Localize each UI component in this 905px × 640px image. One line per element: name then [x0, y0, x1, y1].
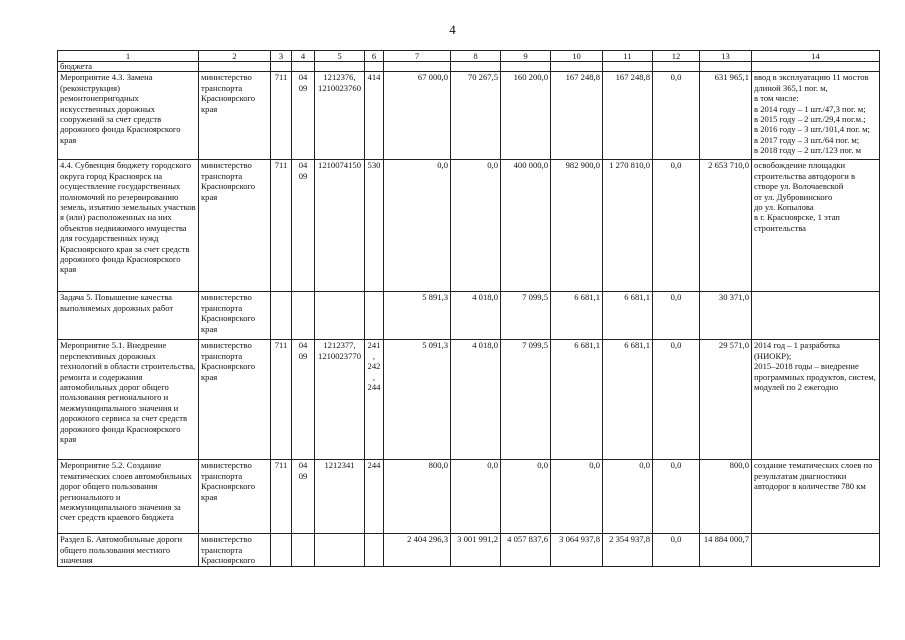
- cell-csr: [315, 292, 365, 340]
- cell-vr: [365, 292, 384, 340]
- cell-year-2016: 0,0: [501, 460, 551, 534]
- column-header: 14: [752, 51, 880, 62]
- cell-year-2017: 0,0: [551, 460, 603, 534]
- cell-csr: 1212377, 1210023770: [315, 340, 365, 460]
- cell-year-2015: 4 018,0: [451, 340, 501, 460]
- cell-year-2019: 0,0: [653, 340, 700, 460]
- cell-name: Мероприятие 4.3. Замена (реконструкция) ремонтонепригодных искусственных дорожных сооружений за счет средств дорожного фонда Красноярского края: [58, 72, 199, 160]
- cell-vr: 241, 242, 244: [365, 340, 384, 460]
- column-header: 2: [199, 51, 271, 62]
- cell-year-2015: 70 267,5: [451, 72, 501, 160]
- cell-year-2014: 800,0: [384, 460, 451, 534]
- cell-result: 2014 год – 1 разработка (НИОКР); 2015–2018 годы – внедрение программных продуктов, систем, модулей по 2 ежегодно: [752, 340, 880, 460]
- cell-grbs: 711: [271, 160, 292, 292]
- cell-name: Мероприятие 5.1. Внедрение перспективных дорожных технологий в области строительства, ремонта и содержания автомобильных дорог общего пользования регионального и межмуниципального значения и дорожного сервиса за счет средств дорожного фонда Красноярского края: [58, 340, 199, 460]
- cell-vr: 244: [365, 460, 384, 534]
- cell-result: [752, 292, 880, 340]
- cell-year-2015: 3 001 991,2: [451, 534, 501, 567]
- column-header: 10: [551, 51, 603, 62]
- column-header: 8: [451, 51, 501, 62]
- cell-grbs: [271, 534, 292, 567]
- cell-rzpr: 04 09: [292, 460, 315, 534]
- cell-executor: министерство транспорта Красноярского края: [199, 460, 271, 534]
- cell-grbs: 711: [271, 72, 292, 160]
- cell-year-2015: 0,0: [451, 460, 501, 534]
- table-row: [58, 460, 880, 534]
- cell-vr: 530: [365, 160, 384, 292]
- cell-name: 4.4. Субвенция бюджету городского округа город Красноярск на осуществление государственных полномочий по резервированию земель, изъятию земельных участков я (или) расположенных на них объектов недвижимого имущества для государственных нужд Красноярского края за счет средств дорожного фонда Красноярского края: [58, 160, 199, 292]
- cell-year-2018: 6 681,1: [603, 340, 653, 460]
- column-header: 5: [315, 51, 365, 62]
- column-header: 12: [653, 51, 700, 62]
- cell-grbs: [271, 292, 292, 340]
- cell-rzpr: 04 09: [292, 340, 315, 460]
- cell-year-2019: 0,0: [653, 292, 700, 340]
- cell-year-2018: 6 681,1: [603, 292, 653, 340]
- cell-total: 800,0: [700, 460, 752, 534]
- cell-year-2018: 167 248,8: [603, 72, 653, 160]
- cell-year-2019: 0,0: [653, 72, 700, 160]
- cell-rzpr: [292, 534, 315, 567]
- cell-total: 2 653 710,0: [700, 160, 752, 292]
- cell-name: Раздел Б. Автомобильные дороги общего пользования местного значения: [58, 534, 199, 567]
- cell-csr: 1212341: [315, 460, 365, 534]
- column-header: 7: [384, 51, 451, 62]
- column-header: 1: [58, 51, 199, 62]
- cell-year-2019: 0,0: [653, 534, 700, 567]
- cell-total: 631 965,1: [700, 72, 752, 160]
- cell-year-2014: 5 891,3: [384, 292, 451, 340]
- cell-total: 30 371,0: [700, 292, 752, 340]
- cell-executor: министерство транспорта Красноярского края: [199, 160, 271, 292]
- cell-result: создание тематических слоев по результатам диагностики автодорог в количестве 780 км: [752, 460, 880, 534]
- cell-result: освобождение площадки строительства автодороги в створе ул. Волочаевской от ул. Дубровинского до ул. Копылова в г. Красноярске, 1 этап строительства: [752, 160, 880, 292]
- table-row: [58, 160, 880, 292]
- cell-name: Мероприятие 5.2. Создание тематических слоев автомобильных дорог общего пользования регионального и межмуниципального значения за счет средств краевого бюджета: [58, 460, 199, 534]
- cell-year-2014: 67 000,0: [384, 72, 451, 160]
- column-header: 13: [700, 51, 752, 62]
- cell-year-2017: 982 900,0: [551, 160, 603, 292]
- cell-year-2014: 5 091,3: [384, 340, 451, 460]
- cell-rzpr: 04 09: [292, 160, 315, 292]
- cell-csr: 1210074150: [315, 160, 365, 292]
- header-row: [58, 51, 880, 62]
- table-row: [58, 340, 880, 460]
- cell-year-2017: 6 681,1: [551, 340, 603, 460]
- cell-year-2015: 0,0: [451, 160, 501, 292]
- cell-rzpr: 04 09: [292, 72, 315, 160]
- cell-csr: [315, 534, 365, 567]
- cell-executor: министерство транспорта Красноярского края: [199, 292, 271, 340]
- cell-executor: министерство транспорта Красноярского края: [199, 72, 271, 160]
- cell-year-2019: 0,0: [653, 160, 700, 292]
- column-header: 3: [271, 51, 292, 62]
- cell-grbs: 711: [271, 340, 292, 460]
- cell-total: 14 884 000,7: [700, 534, 752, 567]
- column-header: 9: [501, 51, 551, 62]
- cell-year-2019: 0,0: [653, 460, 700, 534]
- cell-csr: 1212376, 1210023760: [315, 72, 365, 160]
- cell-year-2017: 6 681,1: [551, 292, 603, 340]
- table-row: [58, 534, 880, 567]
- cell-year-2016: 400 000,0: [501, 160, 551, 292]
- cell-year-2018: 1 270 810,0: [603, 160, 653, 292]
- page-number: 4: [449, 22, 456, 37]
- cell-year-2014: 2 404 296,3: [384, 534, 451, 567]
- cell-year-2016: 7 099,5: [501, 292, 551, 340]
- cell-year-2016: 160 200,0: [501, 72, 551, 160]
- cell-total: 29 571,0: [700, 340, 752, 460]
- cell-year-2016: 7 099,5: [501, 340, 551, 460]
- cell-year-2018: 2 354 937,8: [603, 534, 653, 567]
- cell-name: бюджета: [58, 62, 199, 72]
- table-row: [58, 62, 880, 72]
- program-table: [57, 50, 880, 567]
- cell-vr: 414: [365, 72, 384, 160]
- cell-result: [752, 534, 880, 567]
- column-header: 6: [365, 51, 384, 62]
- cell-vr: [365, 534, 384, 567]
- cell-rzpr: [292, 292, 315, 340]
- cell-year-2014: 0,0: [384, 160, 451, 292]
- cell-year-2017: 3 064 937,8: [551, 534, 603, 567]
- table-row: [58, 72, 880, 160]
- cell-year-2015: 4 018,0: [451, 292, 501, 340]
- cell-executor: министерство транспорта Красноярского края: [199, 340, 271, 460]
- cell-year-2017: 167 248,8: [551, 72, 603, 160]
- cell-result: ввод в эксплуатацию 11 мостов длиной 365,1 пог. м, в том числе: в 2014 году – 1 шт./47,3 пог. м; в 2015 году – 2 шт./29,4 пог.м.; в 2016 году – 3 шт./101,4 пог. м; в 2017 году – 3 шт./64 пог. м; в 2018 году – 2 шт./123 пог. м: [752, 72, 880, 160]
- cell-grbs: 711: [271, 460, 292, 534]
- cell-year-2016: 4 057 837,6: [501, 534, 551, 567]
- column-header: 4: [292, 51, 315, 62]
- table-row: [58, 292, 880, 340]
- cell-year-2018: 0,0: [603, 460, 653, 534]
- cell-executor: министерство транспорта Красноярского: [199, 534, 271, 567]
- column-header: 11: [603, 51, 653, 62]
- cell-name: Задача 5. Повышение качества выполняемых дорожных работ: [58, 292, 199, 340]
